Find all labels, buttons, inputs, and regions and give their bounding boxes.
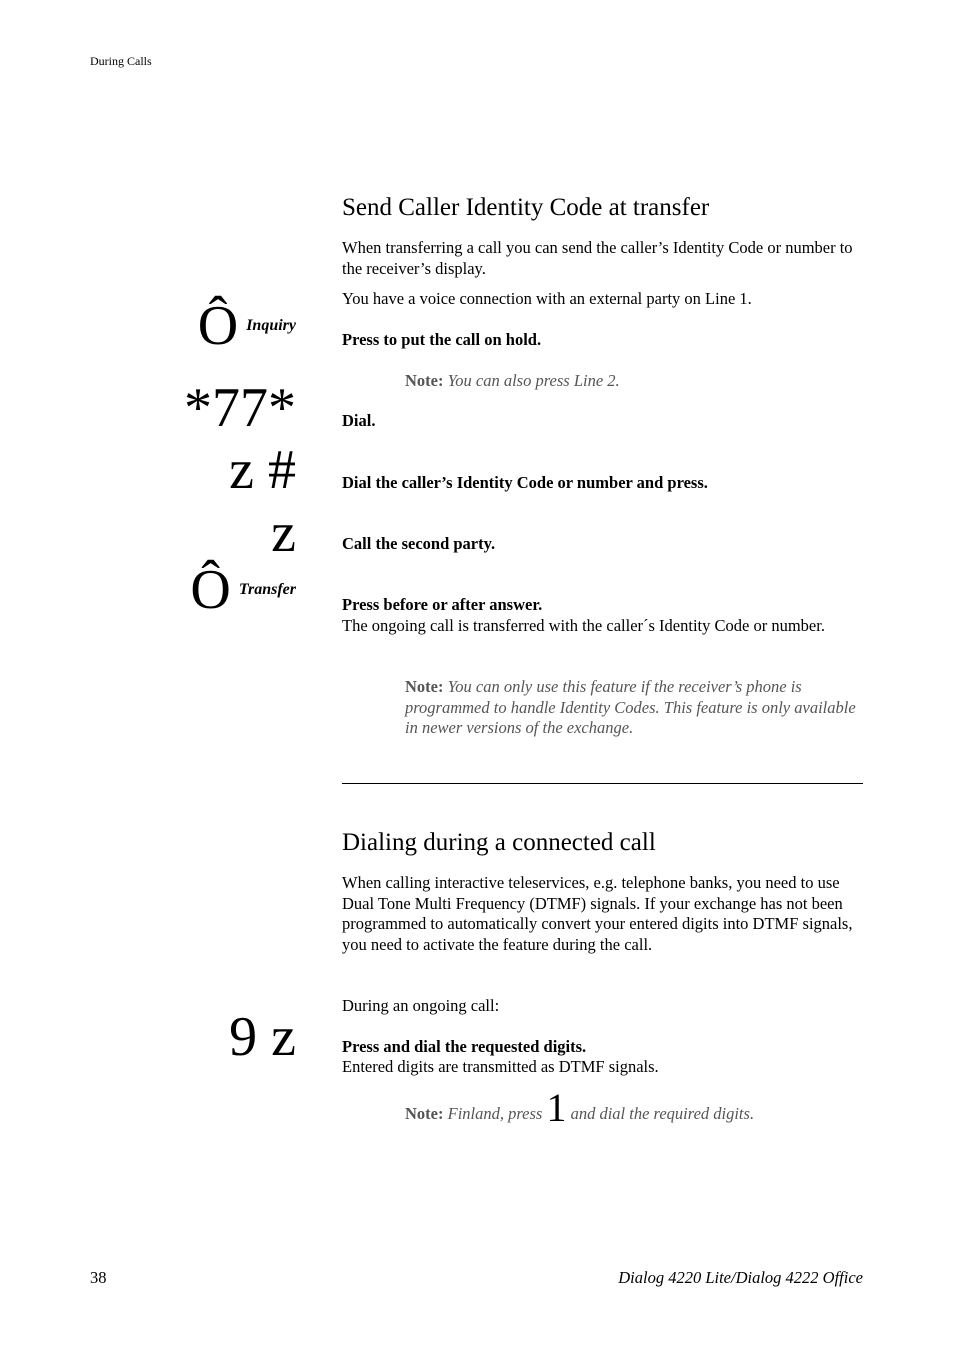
transfer-key-label: Transfer: [238, 581, 296, 598]
note-label: Note:: [405, 677, 444, 696]
hook-key-glyph: Ô: [197, 295, 239, 357]
section2-intro: When calling interactive teleservices, e.g. telephone banks, you need to use Dual Tone Multi Frequency (DTMF) signals. If your exchange has not been programmed to automatically convert your entered digits into DTMF signals, you need to activate the feature during the call.: [342, 873, 853, 954]
transfer-key-symbol: [190, 559, 296, 621]
dial-code-symbol: *77*: [184, 377, 296, 439]
product-name: Dialog 4220 Lite/Dialog 4222 Office: [618, 1268, 863, 1287]
step-inquiry-instruction: Press to put the call on hold.: [342, 330, 542, 349]
step-dtmf-detail: Entered digits are transmitted as DTMF signals.: [342, 1057, 659, 1076]
page-number: 38: [90, 1268, 107, 1287]
section1-precondition: You have a voice connection with an external party on Line 1.: [342, 289, 752, 308]
section1-intro: When transferring a call you can send the caller’s Identity Code or number to the receiver’s display.: [342, 238, 853, 278]
note-text-before: Finland, press: [447, 1104, 543, 1123]
digit-one-key: 1: [546, 1085, 567, 1130]
digits-hash-symbol: z #: [229, 439, 296, 501]
step-transfer-detail: The ongoing call is transferred with the caller´s Identity Code or number.: [342, 616, 825, 635]
section-title-dtmf: Dialing during a connected call: [342, 829, 656, 856]
hook-key-glyph: Ô: [190, 559, 231, 621]
note-text: You can only use this feature if the receiver’s phone is programmed to handle Identity Codes. This feature is only available in newer versions of the exchange.: [405, 677, 856, 737]
note-label: Note:: [405, 371, 444, 390]
inquiry-key-symbol: [197, 295, 296, 357]
step-transfer-instruction: Press before or after answer.: [342, 595, 543, 614]
note-label: Note:: [405, 1104, 444, 1123]
step-identity-instruction: Dial the caller’s Identity Code or number and press.: [342, 473, 708, 492]
note-finland: [405, 1085, 865, 1130]
running-header: During Calls: [90, 54, 152, 68]
section-divider: [342, 783, 863, 784]
nine-digits-symbol: 9 z: [229, 1006, 296, 1068]
section-title-caller-id: Send Caller Identity Code at transfer: [342, 194, 710, 221]
step-dtmf-instruction: Press and dial the requested digits.: [342, 1037, 587, 1056]
digits-symbol: z: [271, 502, 296, 564]
step-dial-instruction: Dial.: [342, 411, 376, 430]
note-identity-codes: [405, 677, 865, 739]
note-text-after: and dial the required digits.: [570, 1104, 755, 1123]
step-second-party-instruction: Call the second party.: [342, 534, 496, 553]
note-text: You can also press Line 2.: [447, 371, 620, 390]
section2-precondition: During an ongoing call:: [342, 996, 500, 1015]
note-line2: [405, 371, 865, 392]
inquiry-key-label: Inquiry: [246, 317, 296, 334]
